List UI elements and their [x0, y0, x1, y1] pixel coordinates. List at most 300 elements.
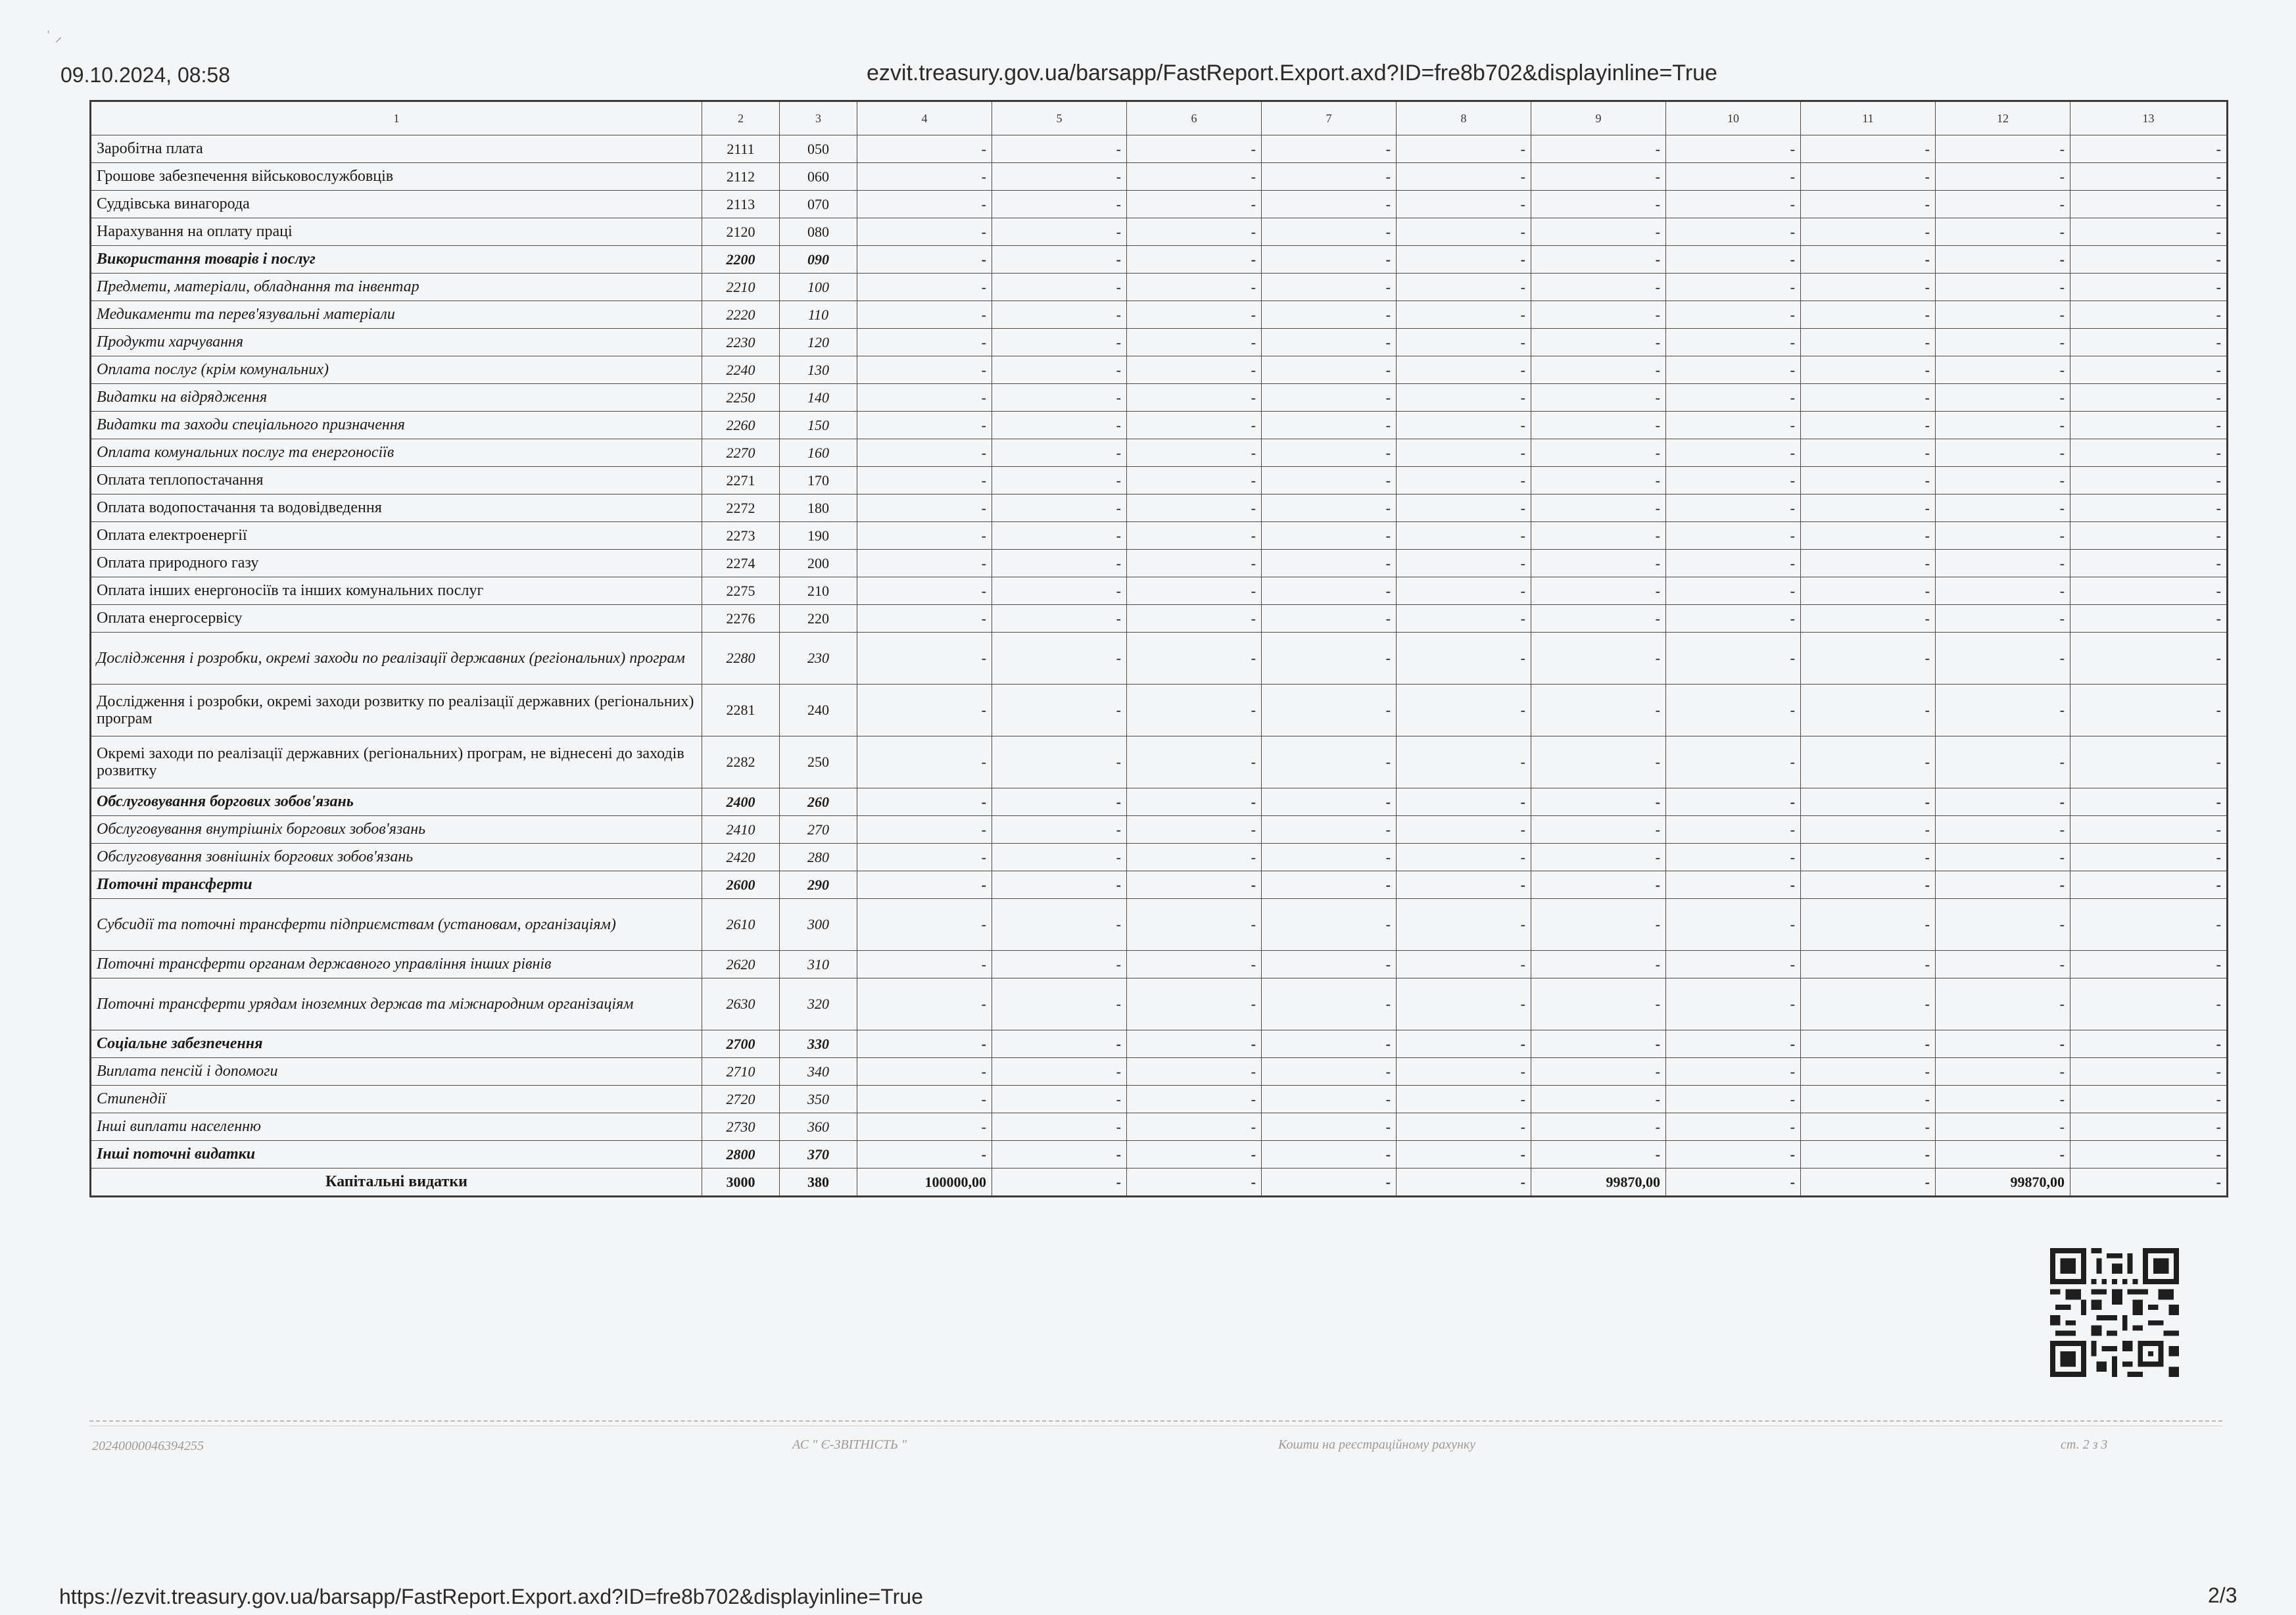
row-value-col-4: -: [857, 412, 992, 439]
row-value-col-8: -: [1397, 356, 1531, 384]
row-value-col-4: -: [857, 871, 992, 899]
row-value-col-13: -: [2070, 522, 2228, 550]
row-kekv-code: 2720: [702, 1086, 780, 1113]
row-value-col-6: -: [1127, 871, 1262, 899]
row-kekv-code: 2600: [702, 871, 780, 899]
row-value-col-6: -: [1127, 356, 1262, 384]
row-kekv-code: 2273: [702, 522, 780, 550]
row-value-col-6: -: [1127, 633, 1262, 685]
row-value-col-7: -: [1262, 605, 1397, 633]
table-row: [91, 1030, 2228, 1058]
row-line-code: 190: [780, 522, 857, 550]
row-value-col-5: -: [992, 163, 1127, 191]
row-indicator-name: Суддівська винагорода: [91, 191, 702, 218]
row-value-col-6: -: [1127, 844, 1262, 871]
row-value-col-5: -: [992, 605, 1127, 633]
row-line-code: 200: [780, 550, 857, 577]
row-value-col-7: -: [1262, 218, 1397, 246]
row-line-code: 260: [780, 788, 857, 816]
row-value-col-5: -: [992, 246, 1127, 274]
row-value-col-13: -: [2070, 467, 2228, 494]
row-kekv-code: 2250: [702, 384, 780, 412]
row-value-col-13: -: [2070, 736, 2228, 788]
row-value-col-7: -: [1262, 1058, 1397, 1086]
row-value-col-4: -: [857, 605, 992, 633]
row-value-col-11: -: [1801, 439, 1936, 467]
row-value-col-4: -: [857, 685, 992, 736]
row-value-col-6: -: [1127, 978, 1262, 1030]
row-value-col-10: -: [1666, 494, 1801, 522]
row-value-col-5: -: [992, 550, 1127, 577]
row-value-col-6: -: [1127, 412, 1262, 439]
row-value-col-5: -: [992, 301, 1127, 329]
row-value-col-12: -: [1936, 218, 2070, 246]
row-value-col-4: -: [857, 191, 992, 218]
row-value-col-6: -: [1127, 1169, 1262, 1197]
table-row: [91, 246, 2228, 274]
row-value-col-5: -: [992, 685, 1127, 736]
row-indicator-name: Поточні трансферти органам державного управління інших рівнів: [91, 951, 702, 978]
row-value-col-10: -: [1666, 439, 1801, 467]
row-value-col-12: -: [1936, 1113, 2070, 1141]
row-line-code: 070: [780, 191, 857, 218]
row-line-code: 120: [780, 329, 857, 356]
row-kekv-code: 2282: [702, 736, 780, 788]
row-value-col-9: -: [1531, 522, 1666, 550]
row-value-col-7: -: [1262, 1169, 1397, 1197]
row-value-col-8: -: [1397, 1169, 1531, 1197]
footer-document-code: 20240000046394255: [92, 1439, 204, 1453]
row-value-col-11: -: [1801, 605, 1936, 633]
row-value-col-12: -: [1936, 1086, 2070, 1113]
row-line-code: 250: [780, 736, 857, 788]
row-value-col-10: -: [1666, 577, 1801, 605]
row-value-col-5: -: [992, 871, 1127, 899]
row-value-col-6: -: [1127, 439, 1262, 467]
bottom-print-url: https://ezvit.treasury.gov.ua/barsapp/FastReport.Export.axd?ID=fre8b702&displayinline=True: [59, 1585, 923, 1608]
row-value-col-8: -: [1397, 736, 1531, 788]
row-indicator-name: Оплата теплопостачання: [91, 467, 702, 494]
row-value-col-11: -: [1801, 1169, 1936, 1197]
row-line-code: 130: [780, 356, 857, 384]
row-indicator-name: Обслуговування зовнішніх боргових зобов'язань: [91, 844, 702, 871]
row-value-col-8: -: [1397, 788, 1531, 816]
table-row: [91, 191, 2228, 218]
row-value-col-12: -: [1936, 494, 2070, 522]
row-value-col-6: -: [1127, 301, 1262, 329]
row-kekv-code: 2400: [702, 788, 780, 816]
row-value-col-4: -: [857, 218, 992, 246]
table-row: [91, 522, 2228, 550]
row-value-col-10: -: [1666, 685, 1801, 736]
row-value-col-13: -: [2070, 1086, 2228, 1113]
table-row: [91, 412, 2228, 439]
row-value-col-10: -: [1666, 135, 1801, 163]
row-value-col-11: -: [1801, 467, 1936, 494]
row-value-col-13: -: [2070, 550, 2228, 577]
row-line-code: 310: [780, 951, 857, 978]
row-value-col-4: -: [857, 329, 992, 356]
row-value-col-4: -: [857, 467, 992, 494]
row-value-col-6: -: [1127, 163, 1262, 191]
row-value-col-10: -: [1666, 384, 1801, 412]
row-kekv-code: 3000: [702, 1169, 780, 1197]
row-value-col-9: 99870,00: [1531, 1169, 1666, 1197]
row-value-col-4: -: [857, 274, 992, 301]
row-value-col-11: -: [1801, 1030, 1936, 1058]
row-value-col-5: -: [992, 1086, 1127, 1113]
row-value-col-5: -: [992, 412, 1127, 439]
row-value-col-8: -: [1397, 274, 1531, 301]
table-row: [91, 788, 2228, 816]
row-value-col-12: -: [1936, 1141, 2070, 1169]
row-value-col-10: -: [1666, 1058, 1801, 1086]
row-line-code: 150: [780, 412, 857, 439]
row-value-col-11: -: [1801, 1113, 1936, 1141]
row-value-col-11: -: [1801, 899, 1936, 951]
table-row: [91, 978, 2228, 1030]
row-kekv-code: 2280: [702, 633, 780, 685]
row-value-col-6: -: [1127, 899, 1262, 951]
row-line-code: 350: [780, 1086, 857, 1113]
row-value-col-4: -: [857, 899, 992, 951]
row-value-col-10: -: [1666, 871, 1801, 899]
row-value-col-6: -: [1127, 467, 1262, 494]
row-value-col-13: -: [2070, 494, 2228, 522]
row-line-code: 230: [780, 633, 857, 685]
row-value-col-5: -: [992, 467, 1127, 494]
row-value-col-6: -: [1127, 951, 1262, 978]
table-row: [91, 384, 2228, 412]
row-value-col-10: -: [1666, 633, 1801, 685]
row-value-col-8: -: [1397, 1086, 1531, 1113]
row-kekv-code: 2230: [702, 329, 780, 356]
row-line-code: 170: [780, 467, 857, 494]
row-value-col-13: -: [2070, 163, 2228, 191]
row-value-col-11: -: [1801, 577, 1936, 605]
row-value-col-11: -: [1801, 246, 1936, 274]
row-value-col-7: -: [1262, 522, 1397, 550]
row-value-col-7: -: [1262, 356, 1397, 384]
row-value-col-11: -: [1801, 550, 1936, 577]
row-indicator-name: Виплата пенсій і допомоги: [91, 1058, 702, 1086]
row-value-col-5: -: [992, 439, 1127, 467]
bottom-print-page: 2/3: [2208, 1583, 2237, 1607]
row-line-code: 360: [780, 1113, 857, 1141]
row-value-col-13: -: [2070, 605, 2228, 633]
row-line-code: 280: [780, 844, 857, 871]
row-value-col-8: -: [1397, 439, 1531, 467]
column-header-13: 13: [2070, 101, 2228, 135]
table-row: [91, 163, 2228, 191]
row-value-col-10: -: [1666, 522, 1801, 550]
table-row: [91, 135, 2228, 163]
footer-system-name: АС " Є-ЗВІТНІСТЬ ": [792, 1437, 907, 1452]
row-value-col-8: -: [1397, 329, 1531, 356]
row-indicator-name: Стипендії: [91, 1086, 702, 1113]
row-value-col-11: -: [1801, 301, 1936, 329]
row-value-col-5: -: [992, 978, 1127, 1030]
row-value-col-6: -: [1127, 274, 1262, 301]
row-value-col-11: -: [1801, 1086, 1936, 1113]
row-value-col-4: -: [857, 1030, 992, 1058]
row-indicator-name: Грошове забезпечення військовослужбовців: [91, 163, 702, 191]
row-value-col-6: -: [1127, 218, 1262, 246]
row-value-col-9: -: [1531, 1030, 1666, 1058]
row-value-col-7: -: [1262, 871, 1397, 899]
table-row: [91, 467, 2228, 494]
row-value-col-10: -: [1666, 356, 1801, 384]
row-value-col-6: -: [1127, 1113, 1262, 1141]
row-value-col-12: -: [1936, 951, 2070, 978]
row-value-col-8: -: [1397, 577, 1531, 605]
row-value-col-13: -: [2070, 274, 2228, 301]
row-indicator-name: Оплата послуг (крім комунальних): [91, 356, 702, 384]
row-value-col-10: -: [1666, 844, 1801, 871]
row-value-col-12: -: [1936, 329, 2070, 356]
row-value-col-12: -: [1936, 246, 2070, 274]
row-indicator-name: Заробітна плата: [91, 135, 702, 163]
row-kekv-code: 2210: [702, 274, 780, 301]
row-value-col-5: -: [992, 494, 1127, 522]
row-line-code: 290: [780, 871, 857, 899]
table-row: [91, 439, 2228, 467]
row-value-col-7: -: [1262, 788, 1397, 816]
row-value-col-8: -: [1397, 550, 1531, 577]
row-value-col-11: -: [1801, 736, 1936, 788]
row-value-col-4: -: [857, 246, 992, 274]
row-value-col-9: -: [1531, 550, 1666, 577]
row-value-col-11: -: [1801, 844, 1936, 871]
row-value-col-7: -: [1262, 951, 1397, 978]
row-value-col-13: -: [2070, 633, 2228, 685]
row-value-col-10: -: [1666, 1169, 1801, 1197]
row-value-col-4: -: [857, 816, 992, 844]
row-value-col-7: -: [1262, 736, 1397, 788]
table-row: [91, 1086, 2228, 1113]
row-indicator-name: Оплата комунальних послуг та енергоносіїв: [91, 439, 702, 467]
row-value-col-12: -: [1936, 550, 2070, 577]
row-indicator-name: Нарахування на оплату праці: [91, 218, 702, 246]
row-value-col-13: -: [2070, 844, 2228, 871]
row-value-col-12: -: [1936, 633, 2070, 685]
row-kekv-code: 2630: [702, 978, 780, 1030]
row-value-col-11: -: [1801, 951, 1936, 978]
row-value-col-13: -: [2070, 135, 2228, 163]
row-value-col-4: -: [857, 1141, 992, 1169]
row-value-col-10: -: [1666, 951, 1801, 978]
table-row: [91, 685, 2228, 736]
row-value-col-12: -: [1936, 467, 2070, 494]
row-value-col-11: -: [1801, 522, 1936, 550]
row-value-col-12: -: [1936, 871, 2070, 899]
row-value-col-5: -: [992, 329, 1127, 356]
row-kekv-code: 2420: [702, 844, 780, 871]
column-header-7: 7: [1262, 101, 1397, 135]
row-value-col-12: -: [1936, 274, 2070, 301]
row-value-col-5: -: [992, 899, 1127, 951]
row-value-col-6: -: [1127, 191, 1262, 218]
row-value-col-8: -: [1397, 467, 1531, 494]
row-value-col-9: -: [1531, 951, 1666, 978]
row-value-col-9: -: [1531, 494, 1666, 522]
row-line-code: 300: [780, 899, 857, 951]
row-value-col-11: -: [1801, 218, 1936, 246]
row-value-col-11: -: [1801, 1141, 1936, 1169]
row-line-code: 050: [780, 135, 857, 163]
row-line-code: 240: [780, 685, 857, 736]
row-value-col-5: -: [992, 191, 1127, 218]
row-value-col-6: -: [1127, 550, 1262, 577]
row-value-col-10: -: [1666, 412, 1801, 439]
row-value-col-7: -: [1262, 577, 1397, 605]
row-value-col-8: -: [1397, 1113, 1531, 1141]
row-value-col-13: -: [2070, 685, 2228, 736]
row-value-col-7: -: [1262, 329, 1397, 356]
row-indicator-name: Продукти харчування: [91, 329, 702, 356]
row-value-col-7: -: [1262, 899, 1397, 951]
row-indicator-name: Використання товарів і послуг: [91, 246, 702, 274]
row-value-col-7: -: [1262, 1141, 1397, 1169]
row-value-col-9: -: [1531, 685, 1666, 736]
row-value-col-8: -: [1397, 899, 1531, 951]
row-indicator-name: Дослідження і розробки, окремі заходи по реалізації державних (регіональних) програм: [91, 633, 702, 685]
row-value-col-9: -: [1531, 1086, 1666, 1113]
row-value-col-5: -: [992, 1058, 1127, 1086]
row-value-col-7: -: [1262, 191, 1397, 218]
row-kekv-code: 2272: [702, 494, 780, 522]
row-value-col-4: -: [857, 135, 992, 163]
row-value-col-7: -: [1262, 494, 1397, 522]
row-value-col-9: -: [1531, 218, 1666, 246]
row-value-col-5: -: [992, 951, 1127, 978]
row-value-col-13: -: [2070, 384, 2228, 412]
row-value-col-7: -: [1262, 274, 1397, 301]
column-header-10: 10: [1666, 101, 1801, 135]
column-header-4: 4: [857, 101, 992, 135]
row-value-col-8: -: [1397, 633, 1531, 685]
row-indicator-name: Видатки на відрядження: [91, 384, 702, 412]
row-value-col-4: -: [857, 301, 992, 329]
row-value-col-9: -: [1531, 736, 1666, 788]
row-value-col-4: 100000,00: [857, 1169, 992, 1197]
row-value-col-5: -: [992, 633, 1127, 685]
row-value-col-11: -: [1801, 135, 1936, 163]
browser-print-header: [0, 0, 2296, 99]
row-kekv-code: 2620: [702, 951, 780, 978]
row-value-col-9: -: [1531, 301, 1666, 329]
row-value-col-13: -: [2070, 439, 2228, 467]
row-value-col-9: -: [1531, 816, 1666, 844]
table-row: [91, 1141, 2228, 1169]
row-value-col-13: -: [2070, 1169, 2228, 1197]
row-value-col-6: -: [1127, 522, 1262, 550]
row-kekv-code: 2200: [702, 246, 780, 274]
table-row: [91, 844, 2228, 871]
column-header-9: 9: [1531, 101, 1666, 135]
row-value-col-7: -: [1262, 978, 1397, 1030]
row-value-col-5: -: [992, 522, 1127, 550]
row-indicator-name: Медикаменти та перев'язувальні матеріали: [91, 301, 702, 329]
row-value-col-8: -: [1397, 978, 1531, 1030]
row-value-col-10: -: [1666, 788, 1801, 816]
row-value-col-5: -: [992, 218, 1127, 246]
row-value-col-9: -: [1531, 844, 1666, 871]
row-value-col-9: -: [1531, 1141, 1666, 1169]
row-value-col-6: -: [1127, 1058, 1262, 1086]
row-value-col-7: -: [1262, 633, 1397, 685]
row-value-col-10: -: [1666, 978, 1801, 1030]
footer-account-type: Кошти на реєстраційному рахунку: [1278, 1437, 1476, 1452]
row-line-code: 340: [780, 1058, 857, 1086]
row-value-col-9: -: [1531, 1058, 1666, 1086]
row-value-col-6: -: [1127, 1141, 1262, 1169]
row-value-col-7: -: [1262, 163, 1397, 191]
row-value-col-11: -: [1801, 633, 1936, 685]
row-value-col-10: -: [1666, 329, 1801, 356]
row-value-col-12: -: [1936, 522, 2070, 550]
row-value-col-11: -: [1801, 412, 1936, 439]
row-indicator-name: Поточні трансферти урядам іноземних держав та міжнародним організаціям: [91, 978, 702, 1030]
row-value-col-12: -: [1936, 1058, 2070, 1086]
row-indicator-name: Інші виплати населенню: [91, 1113, 702, 1141]
row-kekv-code: 2275: [702, 577, 780, 605]
row-value-col-12: -: [1936, 736, 2070, 788]
row-value-col-12: -: [1936, 577, 2070, 605]
row-value-col-13: -: [2070, 246, 2228, 274]
row-value-col-10: -: [1666, 1141, 1801, 1169]
row-value-col-6: -: [1127, 685, 1262, 736]
row-value-col-13: -: [2070, 978, 2228, 1030]
row-value-col-11: -: [1801, 871, 1936, 899]
row-value-col-4: -: [857, 356, 992, 384]
row-value-col-12: -: [1936, 978, 2070, 1030]
row-indicator-name: Поточні трансферти: [91, 871, 702, 899]
row-value-col-5: -: [992, 844, 1127, 871]
row-value-col-7: -: [1262, 301, 1397, 329]
row-value-col-9: -: [1531, 978, 1666, 1030]
row-line-code: 060: [780, 163, 857, 191]
table-row: [91, 1169, 2228, 1197]
row-line-code: 220: [780, 605, 857, 633]
row-value-col-12: -: [1936, 384, 2070, 412]
row-value-col-9: -: [1531, 384, 1666, 412]
row-value-col-13: -: [2070, 356, 2228, 384]
row-kekv-code: 2730: [702, 1113, 780, 1141]
row-value-col-11: -: [1801, 191, 1936, 218]
row-value-col-10: -: [1666, 218, 1801, 246]
row-value-col-5: -: [992, 1113, 1127, 1141]
table-row: [91, 1058, 2228, 1086]
column-header-1: 1: [91, 101, 702, 135]
row-value-col-5: -: [992, 736, 1127, 788]
row-value-col-5: -: [992, 1030, 1127, 1058]
table-row: [91, 605, 2228, 633]
row-value-col-9: -: [1531, 605, 1666, 633]
row-value-col-11: -: [1801, 788, 1936, 816]
table-row: [91, 951, 2228, 978]
row-kekv-code: 2700: [702, 1030, 780, 1058]
row-value-col-6: -: [1127, 577, 1262, 605]
row-value-col-4: -: [857, 439, 992, 467]
row-value-col-8: -: [1397, 494, 1531, 522]
row-kekv-code: 2710: [702, 1058, 780, 1086]
row-value-col-8: -: [1397, 605, 1531, 633]
row-value-col-12: -: [1936, 1030, 2070, 1058]
row-value-col-8: -: [1397, 871, 1531, 899]
row-value-col-4: -: [857, 163, 992, 191]
row-value-col-6: -: [1127, 1086, 1262, 1113]
